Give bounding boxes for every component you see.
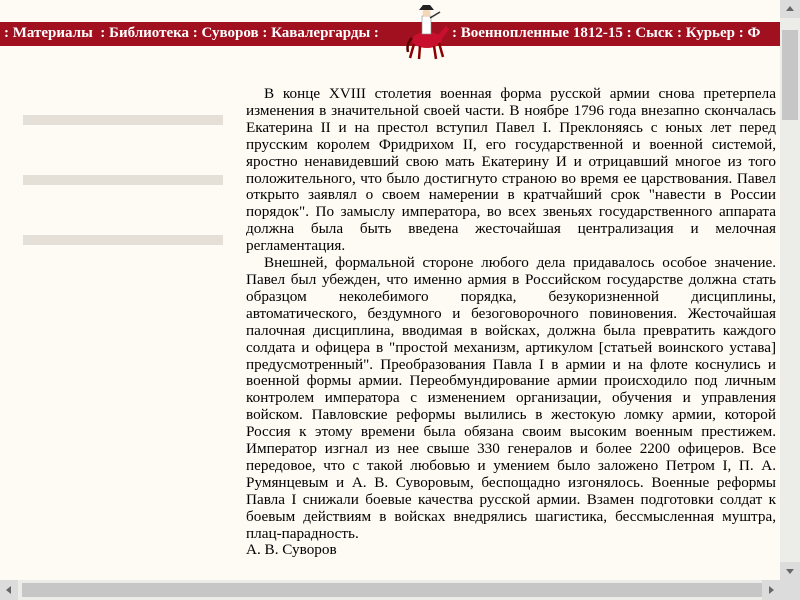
nav-link-library[interactable]: Библиотека xyxy=(109,25,190,41)
scroll-up-button[interactable] xyxy=(780,0,800,18)
nav-separator: : xyxy=(676,25,682,41)
sidebar-placeholder-bar xyxy=(23,235,223,245)
article-paragraph: В конце XVIII столетия военная форма русской армии снова претерпела изменения в значительной своей части. В ноябре 1796 года внезапно скончалась Екатерина II и на престол вступил Павел I. Преклоняясь с юных лет перед прусским королем Фридрихом II, его государственной и военной системой, яростно ненавидевший свою мать Екатерину И и отрицавший многое из того положительного, что было достигнуто страною во время ее царствования. Павел открыто заявлял о своем намерении в кратчайший срок "навести в России порядок". По замыслу императора, во всех звеньях государственного аппарата должна была быть введена жесточайшая централизация и мелочная регламентация. xyxy=(246,85,776,255)
article-body xyxy=(246,86,776,559)
nav-separator: : xyxy=(452,25,457,41)
nav-link-suvorov[interactable]: Суворов xyxy=(201,25,259,41)
scroll-right-button[interactable] xyxy=(762,580,780,600)
red-horseman-icon[interactable] xyxy=(400,2,454,62)
rider-arm-shape xyxy=(430,12,440,18)
chevron-right-icon xyxy=(769,586,774,594)
chevron-left-icon xyxy=(6,586,11,594)
nav-link-search[interactable]: Сыск xyxy=(635,25,674,41)
nav-left-group xyxy=(4,25,379,42)
scroll-down-button[interactable] xyxy=(780,562,800,580)
sidebar-placeholder-bar xyxy=(23,175,223,185)
nav-right-group xyxy=(452,25,760,42)
chevron-down-icon xyxy=(786,569,794,574)
nav-separator: : xyxy=(262,25,268,41)
horse-body-shape xyxy=(412,32,442,48)
nav-link-f-truncated[interactable]: Ф xyxy=(747,25,761,41)
nav-link-materials[interactable]: Материалы xyxy=(12,25,93,41)
nav-link-prisoners-1812-15[interactable]: Военнопленные 1812-15 xyxy=(460,25,623,41)
scrollbar-corner xyxy=(780,580,800,600)
chevron-up-icon xyxy=(786,6,794,11)
nav-separator: : xyxy=(192,25,198,41)
rider-head-shape xyxy=(423,9,431,17)
nav-separator: : xyxy=(626,25,632,41)
rider-body-shape xyxy=(422,16,431,34)
nav-separator: : xyxy=(738,25,744,41)
horizontal-scroll-thumb[interactable] xyxy=(22,583,762,597)
vertical-scrollbar[interactable] xyxy=(780,0,800,580)
article-paragraph: А. В. Суворов xyxy=(246,542,337,559)
nav-link-courier[interactable]: Курьер xyxy=(685,25,735,41)
scroll-left-button[interactable] xyxy=(0,580,18,600)
vertical-scroll-thumb[interactable] xyxy=(782,30,798,120)
nav-separator: : xyxy=(100,25,106,41)
nav-separator: : xyxy=(4,25,9,41)
rider-hat-shape xyxy=(419,5,434,10)
sidebar-placeholder-bar xyxy=(23,115,223,125)
article-paragraph: Внешней, формальной стороне любого дела придавалось особое значение. Павел был убежден, что именно армия в Российском государстве должна стать образцом неколебимого порядка, безукоризненной дисциплины, автоматического, бездумного и безоговорочного повиновения. Жесточайшая палочная дисциплина, вводимая в войсках, должна была превратить каждого солдата и офицера в "простой механизм, артикулом [статьей воинского устава] предусмотренный". Преобразования Павла I в армии и на флоте коснулись и военной формы армии. Переобмундирование армии происходило под личным контролем императора с изменением организации, обучения и управления войском. Павловские реформы вылились в жестокую ломку армии, которой Россия к этому времени была обязана своим высоким военным престижем. Император изгнал из нее свыше 330 генералов и более 2200 офицеров. Все передовое, что с такой любовью и умением было заложено Петром I, П. А. Румянцевым и А. В. Суворовым, беспощадно изгонялось. Военные реформы Павла I снижали боевые качества русской армии. Взамен подготовки солдат к боевым действиям в войсках внедрялись шагистика, бессмысленная муштра, плац-парадность. xyxy=(246,254,776,542)
top-navigation-bar xyxy=(0,22,780,46)
nav-separator: : xyxy=(373,25,379,41)
horizontal-scrollbar[interactable] xyxy=(0,580,780,600)
nav-link-cavalier-guards[interactable]: Кавалергарды xyxy=(271,25,371,41)
